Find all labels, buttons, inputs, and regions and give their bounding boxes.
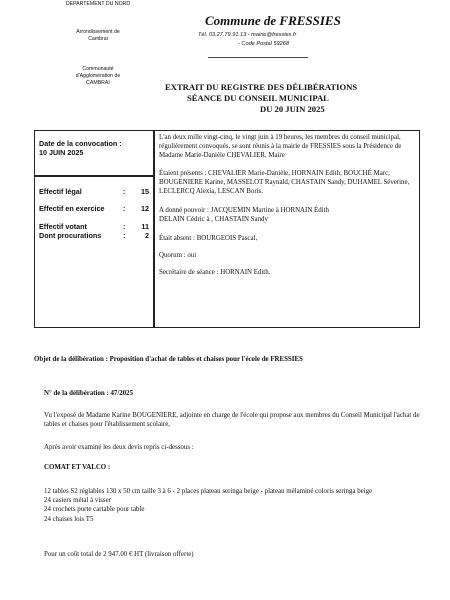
expose-paragraph: Vu l'exposé de Madame Karine BOUGENIERE, adjointe en charge de l'école qui propose aux membres du Conseil Municipal l'achat de tables et chaises pour l'établissement scolaire,	[44, 412, 420, 429]
convocation-box	[34, 130, 154, 176]
header-divider	[208, 57, 308, 58]
procurations-row	[39, 231, 149, 240]
arrondissement-label: Arrondissement de	[76, 29, 120, 35]
session-intro: L'an deux mille vingt-cinq, le vingt juin à 19 heures, les membres du conseil municipal, régulièrement convoqués, se sont réunis à la mairie de FRESSIES sous la Présidence de Madame Marie-Danièle CHEVALIER, Maire	[159, 134, 402, 160]
arrondissement-block	[38, 29, 158, 43]
convocation-date: 10 JUIN 2025	[39, 148, 84, 157]
document-title	[165, 82, 405, 115]
colon: :	[123, 204, 126, 213]
effectif-exercice-value: 12	[141, 204, 149, 213]
commune-title: Commune de FRESSIES	[205, 13, 341, 28]
session-secretary: Secrétaire de séance : HORNAIN Edith.	[159, 269, 271, 277]
list-item: 24 casiers métal à visser	[44, 497, 111, 505]
effectifs-box	[34, 176, 154, 328]
colon: :	[123, 187, 126, 196]
title-line-3: DU 20 JUIN 2025	[260, 104, 325, 114]
effectif-exercice-label: Effectif en exercice	[39, 204, 105, 213]
items-list	[44, 487, 430, 524]
convocation-label: Date de la convocation :	[39, 139, 122, 148]
total-cost: Pour un coût total de 2 947.00 € HT (livraison offerte)	[44, 551, 194, 558]
effectif-exercice-row	[39, 204, 149, 213]
arrondissement-value: Cambrai	[88, 36, 108, 42]
list-item: 24 crochets porte cartable pour table	[44, 506, 145, 514]
session-details-box	[154, 130, 420, 328]
list-item: 12 tables S2 réglables 130 x 50 cm taille 3 à 6 - 2 places plateau seringa beige - plateau mélaminé coloris seringa beige	[44, 488, 373, 495]
supplier-name: COMAT ET VALCO :	[44, 464, 111, 471]
postal-code: - Code Postal 59268	[238, 41, 289, 47]
communaute-line-3: CAMBRAI	[86, 80, 110, 86]
proxy-line-2: DELAIN Cédric à , CHASTAIN Sandy	[159, 216, 268, 224]
effectif-legal-label: Effectif légal	[39, 187, 82, 196]
effectif-legal-row	[39, 187, 149, 196]
procurations-value: 2	[145, 231, 149, 240]
department-block	[38, 1, 158, 8]
proxy-line-1: A donné pouvoir : JACQUEMIN Martine à HORNAIN Édith	[159, 207, 329, 215]
colon: :	[123, 231, 126, 240]
communaute-line-1: Communauté	[82, 66, 114, 72]
effectif-votant-value: 11	[141, 222, 149, 231]
communaute-line-2: d'Agglomération de	[75, 73, 121, 79]
members-present: Étaient présents : CHEVALIER Marie-Danièle, HORNAIN Edith, BOUCHÉ Marc, BOUGENIERE Karine, MASSELOT Raynald, CHASTAIN Sandy, DUHAMEL Séverine, LECLERCQ Alexia, LESCAN Boris.	[159, 169, 410, 196]
member-absent: Était absent : BOURGEOIS Pascal,	[159, 234, 258, 242]
contact-line: Tél. 03.27.79.91.13 - mairie@fressies.fr	[198, 32, 297, 38]
effectif-legal-value: 15	[141, 187, 149, 196]
effectif-votant-row	[39, 222, 149, 231]
quotes-intro: Après avoir examiné les deux devis repris ci-dessous :	[44, 444, 194, 451]
procurations-label: Dont procurations	[39, 231, 102, 240]
list-item: 24 chaises lois T5	[44, 515, 94, 523]
title-line-2: SÉANCE DU CONSEIL MUNICIPAL	[187, 93, 329, 103]
communaute-block	[38, 66, 158, 87]
title-line-1: EXTRAIT DU REGISTRE DES DÉLIBÉRATIONS	[165, 82, 358, 92]
quorum: Quorum : oui	[159, 251, 197, 259]
deliberation-number: N° de la délibération : 47/2025	[44, 390, 134, 397]
effectif-votant-label: Effectif votant	[39, 222, 87, 231]
deliberation-subject: Objet de la délibération : Proposition d'achat de tables et chaises pour l'école de FRESSIES	[34, 356, 303, 363]
colon: :	[123, 222, 126, 231]
department-name: DEPARTEMENT DU NORD	[65, 1, 131, 7]
